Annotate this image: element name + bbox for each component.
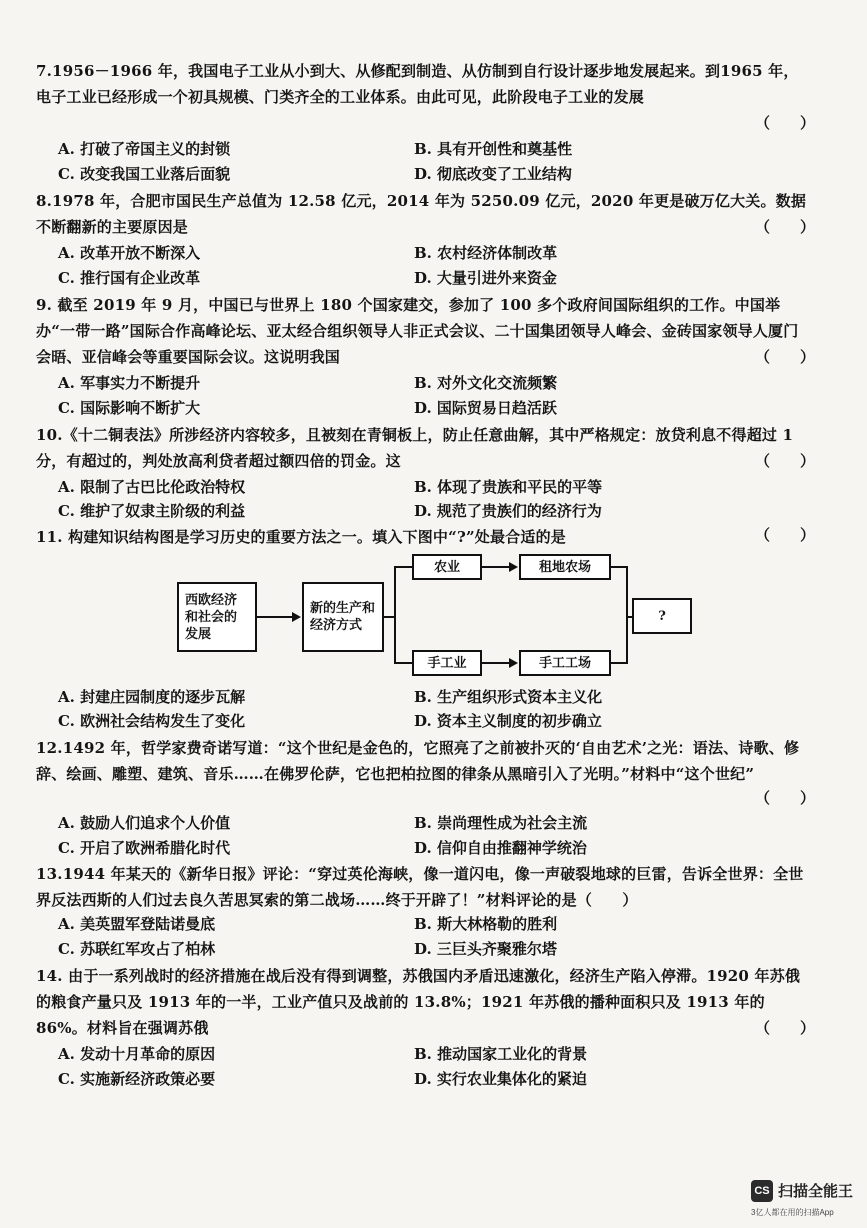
question-7-option-a: A. 打破了帝国主义的封锁 <box>58 140 231 158</box>
question-14-option-b: B. 推动国家工业化的背景 <box>414 1045 588 1063</box>
question-14-stem: 14. 由于一系列战时的经济措施在战后没有得到调整，苏俄国内矛盾迅速激化，经济生产陷入停滞。1920 年苏俄的粮食产量只及 1913 年的一半，工业产值只及战前的 13.8%；1921 年苏俄的播种面积只及 1913 年的 86%。材料旨在强调苏俄 <box>36 967 801 1037</box>
question-9-option-a: A. 军事实力不断提升 <box>58 374 201 392</box>
question-8-option-d: D. 大量引进外来资金 <box>414 269 557 287</box>
question-12-answer-bracket[interactable]: （ ） <box>754 789 815 807</box>
question-13-stem: 13.1944 年某天的《新华日报》评论：“穿过英伦海峡，像一道闪电，像一声破裂地球的巨雷，告诉全世界：全世界反法西斯的人们过去良久苦思冥索的第二战场……终于开辟了！”材料评论的是（ ） <box>36 865 804 909</box>
diagram-connector <box>482 566 510 568</box>
question-12-option-a: A. 鼓励人们追求个人价值 <box>58 814 231 832</box>
question-12-option-b: B. 崇尚理性成为社会主流 <box>414 814 588 832</box>
question-11-option-b: B. 生产组织形式资本主义化 <box>414 688 603 706</box>
diagram-connector <box>384 616 394 618</box>
question-8-answer-bracket[interactable]: （ ） <box>754 218 815 236</box>
diagram-connector <box>611 566 627 568</box>
question-7-option-b: B. 具有开创性和奠基性 <box>414 140 573 158</box>
question-11-option-a: A. 封建庄园制度的逐步瓦解 <box>58 688 246 706</box>
diagram-arrow <box>509 658 518 668</box>
question-7-option-c: C. 改变我国工业落后面貌 <box>58 165 231 183</box>
diagram-connector <box>257 616 293 618</box>
question-9-option-c: C. 国际影响不断扩大 <box>58 399 201 417</box>
diagram-connector <box>394 662 412 664</box>
question-14-option-a: A. 发动十月革命的原因 <box>58 1045 216 1063</box>
question-12-option-c: C. 开启了欧洲希腊化时代 <box>58 839 231 857</box>
question-9-option-b: B. 对外文化交流频繁 <box>414 374 558 392</box>
question-11-answer-bracket[interactable]: （ ） <box>754 526 815 544</box>
question-7-option-d: D. 彻底改变了工业结构 <box>414 165 572 183</box>
diagram-connector <box>626 566 628 664</box>
question-8-stem: 8.1978 年，合肥市国民生产总值为 12.58 亿元，2014 年为 5250.09 亿元，2020 年更是破万亿大关。数据不断翻新的主要原因是 <box>36 192 807 236</box>
question-10-stem: 10.《十二铜表法》所涉经济内容较多，且被刻在青铜板上，防止任意曲解，其中严格规定：放贷利息不得超过 1 分，有超过的，判处放高利贷者超过额四倍的罚金。这 <box>36 426 794 470</box>
diagram-connector <box>394 566 396 664</box>
question-11-option-d: D. 资本主义制度的初步确立 <box>414 712 602 730</box>
question-10-answer-bracket[interactable]: （ ） <box>754 452 815 470</box>
question-11-stem: 11. 构建知识结构图是学习历史的重要方法之一。填入下图中“?”处最合适的是 <box>36 528 566 546</box>
question-14-option-c: C. 实施新经济政策必要 <box>58 1070 216 1088</box>
question-13-option-c: C. 苏联红军攻占了柏林 <box>58 940 216 958</box>
question-10-option-a: A. 限制了古巴比伦政治特权 <box>58 478 246 496</box>
diagram-box-agriculture: 农业 <box>412 554 482 580</box>
diagram-box-unknown: ? <box>632 598 692 634</box>
diagram-connector <box>482 662 510 664</box>
question-8-option-a: A. 改革开放不断深入 <box>58 244 201 262</box>
question-12-option-d: D. 信仰自由推翻神学统治 <box>414 839 587 857</box>
scanner-app-name: 扫描全能王 <box>778 1183 854 1200</box>
diagram-connector <box>394 566 412 568</box>
question-8-option-c: C. 推行国有企业改革 <box>58 269 201 287</box>
diagram-arrow <box>292 612 301 622</box>
diagram-arrow <box>509 562 518 572</box>
question-10-option-c: C. 维护了奴隶主阶级的利益 <box>58 502 246 520</box>
question-11-option-c: C. 欧洲社会结构发生了变化 <box>58 712 246 730</box>
question-13-option-a: A. 美英盟军登陆诺曼底 <box>58 915 216 933</box>
diagram-box-handicraft: 手工业 <box>412 650 482 676</box>
diagram-box-new-production: 新的生产和经济方式 <box>302 582 384 652</box>
question-7-stem: 7.1956－1966 年，我国电子工业从小到大、从修配到制造、从仿制到自行设计逐步地发展起来。到1965 年，电子工业已经形成一个初具规模、门类齐全的工业体系。由此可见，此阶段电子工业的发展 <box>36 62 799 106</box>
question-7-answer-bracket[interactable]: （ ） <box>754 114 815 132</box>
diagram-box-farm: 租地农场 <box>519 554 611 580</box>
question-13-option-b: B. 斯大林格勒的胜利 <box>414 915 558 933</box>
question-8-option-b: B. 农村经济体制改革 <box>414 244 558 262</box>
question-9-option-d: D. 国际贸易日趋活跃 <box>414 399 557 417</box>
scanner-app-tagline: 3亿人都在用的扫描App <box>751 1208 834 1217</box>
camscanner-logo-icon: CS <box>751 1180 773 1202</box>
diagram-connector <box>611 662 627 664</box>
question-10-option-d: D. 规范了贵族们的经济行为 <box>414 502 602 520</box>
diagram-box-workshop: 手工工场 <box>519 650 611 676</box>
question-14-answer-bracket[interactable]: （ ） <box>754 1019 815 1037</box>
question-10-option-b: B. 体现了贵族和平民的平等 <box>414 478 603 496</box>
question-9-answer-bracket[interactable]: （ ） <box>754 348 815 366</box>
question-13-option-d: D. 三巨头齐聚雅尔塔 <box>414 940 557 958</box>
question-12-stem: 12.1492 年，哲学家费奇诺写道：“这个世纪是金色的，它照亮了之前被扑灭的‘自由艺术’之光：语法、诗歌、修辞、绘画、雕塑、建筑、音乐……在佛罗伦萨，它也把柏拉图的律条从黑暗引入了光明。”材料中“这个世纪” <box>36 739 800 783</box>
question-9-stem: 9. 截至 2019 年 9 月，中国已与世界上 180 个国家建交，参加了 100 多个政府间国际组织的工作。中国举办“一带一路”国际合作高峰论坛、亚太经合组织领导人非正式会议、二十国集团领导人峰会、金砖国家领导人厦门会晤、亚信峰会等重要国际会议。这说明我国 <box>36 296 799 366</box>
diagram-box-west-europe: 西欧经济和社会的发展 <box>177 582 257 652</box>
question-14-option-d: D. 实行农业集体化的紧迫 <box>414 1070 587 1088</box>
